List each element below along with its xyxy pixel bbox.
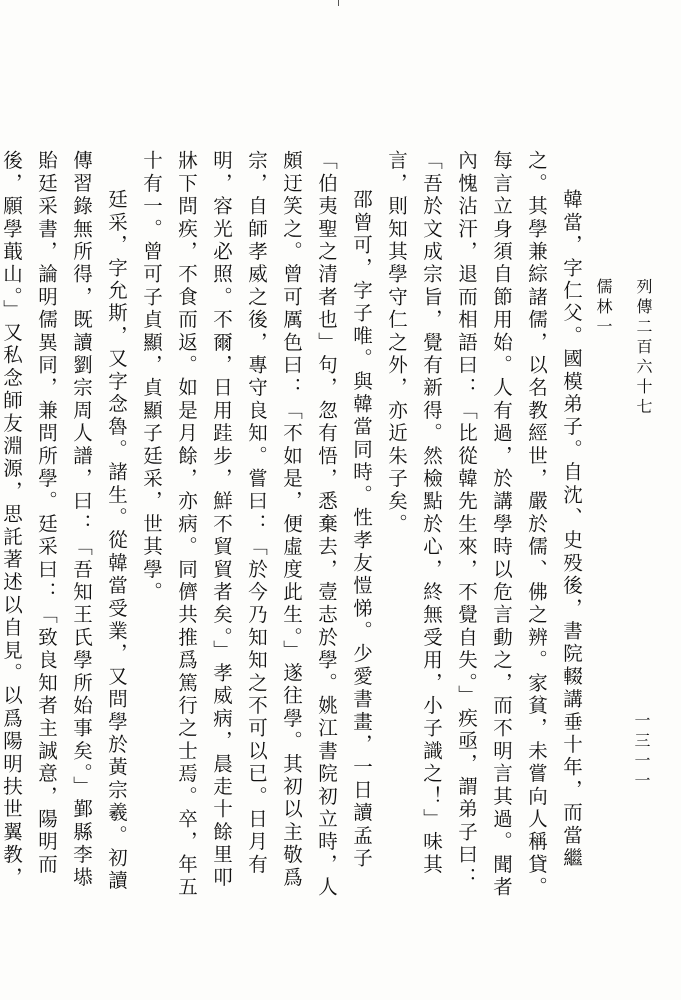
top-edge-mark [338,0,339,6]
paragraph-han-dang: 韓當，字仁父。國模弟子。自沈、史殁後，書院輟講垂十年，而當繼之。其學兼綜諸儒，以名教經世，嚴於儒、佛之辨。家貧，未嘗向人稱貸。每言立身須自節用始。人有過，於講學時以危言動之，而不明言其過。聞者內愧沾汗，退而相語曰：「比從韓先生來，不覺自失。」疾亟，謂弟子曰：「吾於文成宗旨，覺有新得。然檢點於心，終無受用，小子識之！」味其言，則知其學守仁之外，亦近朱子矣。 [385,150,583,900]
running-head-title: 儒林一 [594,278,613,338]
paragraph-shao-tingcai: 廷采，字允斯，又字念魯。諸生。從韓當受業，又問學於黃宗羲。初讀傳習錄無所得，既讀劉宗周人譜，曰：「吾知王氏學所始事矣。」鄞縣李塨貽廷采書，論明儒異同，兼問所學。廷采曰：「致良知者主誠意，陽明而後，願學蕺山。」又私念師友淵源，思託著述以自見。以爲陽明扶世翼教， [0,150,128,893]
running-head [593,278,653,418]
main-text [0,150,589,910]
page-number: 一三一一 [632,712,651,792]
running-head-section: 列傳二百六十七 [634,278,653,418]
paragraph-shao-zengke: 邵曾可，字子唯。與韓當同時。性孝友愷悌。少愛書畫，一日讀孟子「伯夷聖之清者也」句，忽有悟，悉棄去，壹志於學。姚江書院初立時，人頗迂笑之。曾可厲色曰：「不如是，便虛度此生。」遂往學。其初以主敬爲宗，自師孝威之後，專守良知。嘗曰：「於今乃知知之不可以已。日月有明，容光必照。不爾，日用跬步，鮮不貿貿者矣。」孝威病，晨走十餘里叩牀下問疾，不食而返。如是月餘，亦病。同儕共推爲篤行之士焉。卒，年五十有一。曾可子貞顯，貞顯子廷采，世其學。 [140,150,373,900]
